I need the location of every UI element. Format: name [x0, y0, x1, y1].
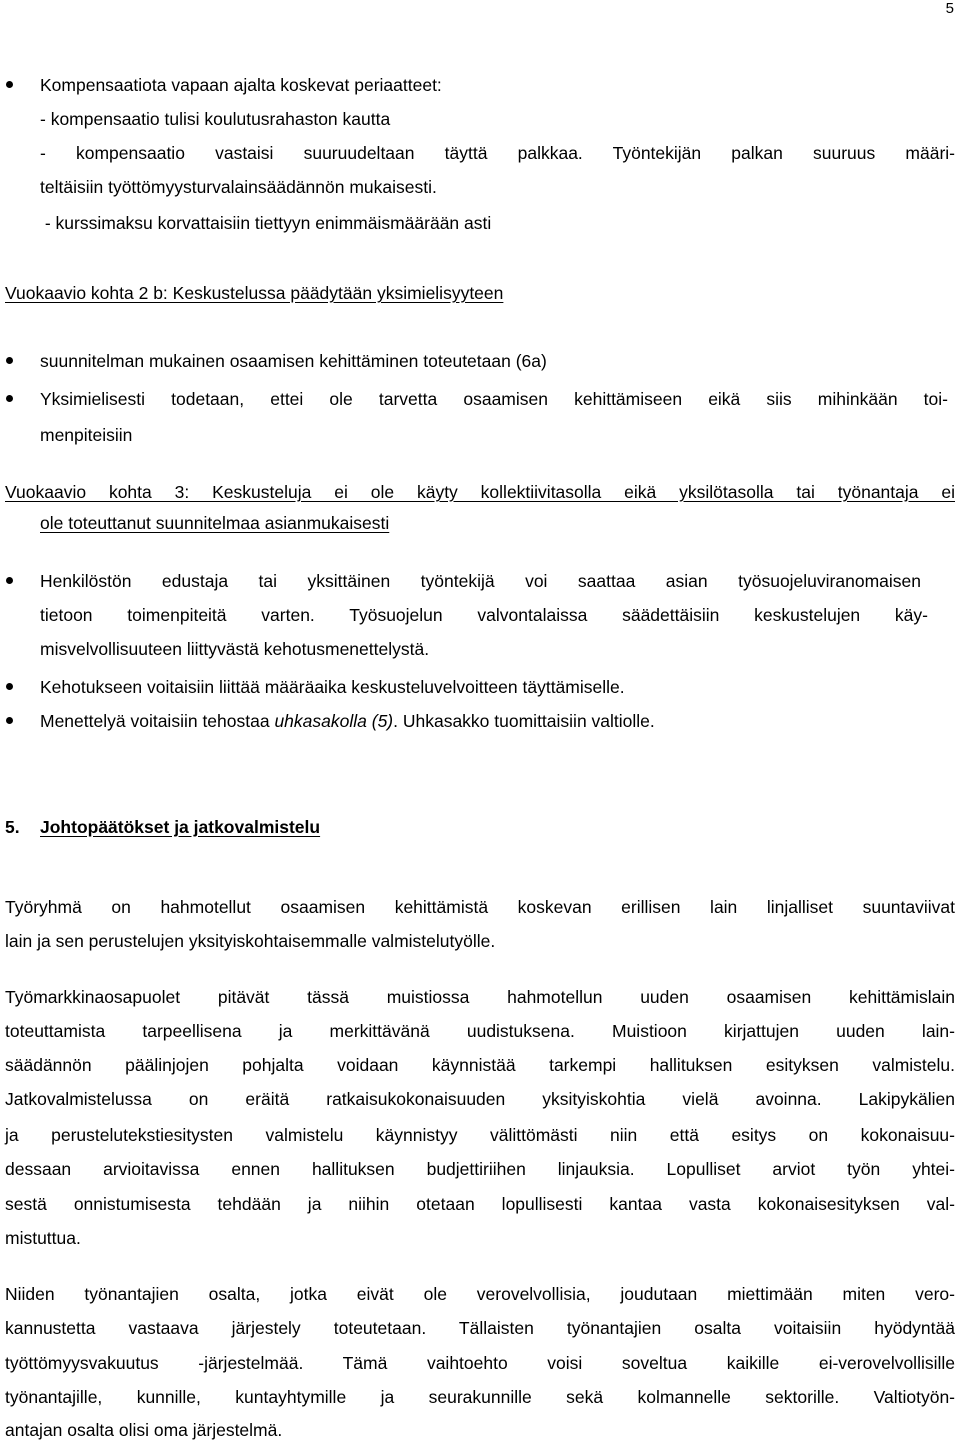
text-run: . Uhkasakko tuomittaisiin valtiolle. [393, 711, 655, 731]
bullet-dot [6, 81, 13, 88]
para-line: lain ja sen perustelujen yksityiskohtaisemmalle valmistelutyölle. [5, 931, 496, 951]
page-number: 5 [945, 0, 954, 17]
para-line: kannustetta vastaava järjestely toteutetaan. Tällaisten työnantajien osalta voitaisiin hyödyntää [5, 1318, 955, 1338]
list-item: suunnitelman mukainen osaamisen kehittäminen toteutetaan (6a) [40, 351, 547, 371]
list-item-cont: tietoon toimenpiteitä varten. Työsuojelun valvontalaissa säädettäisiin keskustelujen käy- [40, 605, 928, 625]
text-line: - kompensaatio tulisi koulutusrahaston kautta [40, 109, 391, 129]
list-item: Kehotukseen voitaisiin liittää määräaika keskusteluvelvoitteen täyttämiselle. [40, 677, 625, 697]
para-line: ja perustelutekstiesitysten valmistelu käynnistyy välittömästi niin että esitys on kokonaisuu- [5, 1125, 955, 1145]
para-line: Työmarkkinaosapuolet pitävät tässä muistiossa hahmotellun uuden osaamisen kehittämislain [5, 987, 955, 1007]
text-line: - kompensaatio vastaisi suuruudeltaan täyttä palkkaa. Työntekijän palkan suuruus määri- [40, 143, 955, 163]
para-line: dessaan arvioitavissa ennen hallituksen budjettiriihen linjauksia. Lopulliset arviot työn yhtei- [5, 1159, 955, 1179]
section-heading: Vuokaavio kohta 2 b: Keskustelussa päädytään yksimielisyyteen [5, 283, 504, 303]
para-line: työttömyysvakuutus -järjestelmää. Tämä vaihtoehto voisi soveltua kaikille ei-verovelvollisille [5, 1353, 955, 1373]
italic-term: uhkasakolla (5) [274, 711, 394, 731]
text-line: teltäisiin työttömyysturvalainsäädännön mukaisesti. [40, 177, 437, 197]
list-item-cont: misvelvollisuuteen liittyvästä kehotusmenettelystä. [40, 639, 430, 659]
para-line: antajan osalta olisi oma järjestelmä. [5, 1420, 283, 1440]
bullet-dot [6, 683, 13, 690]
list-item [40, 704, 655, 738]
para-line: sestä onnistumisesta tehdään ja niihin otetaan lopullisesti kantaa vasta kokonaisesityksen val- [5, 1194, 955, 1214]
bullet-dot [6, 717, 13, 724]
bullet-dot [6, 395, 13, 402]
bullet-dot [6, 357, 13, 364]
para-line: Niiden työnantajien osalta, jotka eivät ole verovelvollisia, joudutaan miettimään miten vero- [5, 1284, 955, 1304]
list-item: Yksimielisesti todetaan, ettei ole tarvetta osaamisen kehittämiseen eikä siis mihinkään toi- [40, 389, 948, 409]
list-item-cont: menpiteisiin [40, 425, 133, 445]
para-line: Työryhmä on hahmotellut osaamisen kehittämistä koskevan erillisen lain linjalliset suuntaviivat [5, 897, 955, 917]
text-run: Menettelyä voitaisiin tehostaa [40, 711, 275, 731]
text-line: Kompensaatiota vapaan ajalta koskevat periaatteet: [40, 75, 442, 95]
para-line: Jatkovalmistelussa on eräitä ratkaisukokonaisuuden yksityiskohtia vielä avoinna. Lakipykälien [5, 1089, 955, 1109]
para-line: mistuttua. [5, 1228, 81, 1248]
para-line: toteuttamista tarpeellisena ja merkittävänä uudistuksena. Muistioon kirjattujen uuden lain- [5, 1021, 955, 1041]
chapter-number: 5. [5, 817, 20, 837]
list-item: Henkilöstön edustaja tai yksittäinen työntekijä voi saattaa asian työsuojeluviranomaisen [40, 571, 921, 591]
section-heading: Vuokaavio kohta 3: Keskusteluja ei ole käyty kollektiivitasolla eikä yksilötasolla tai työnantaja ei [5, 482, 955, 502]
section-heading-cont: ole toteuttanut suunnitelmaa asianmukaisesti [40, 513, 390, 533]
text-line: - kurssimaksu korvattaisiin tiettyyn enimmäismäärään asti [40, 213, 492, 233]
chapter-title: Johtopäätökset ja jatkovalmistelu [40, 817, 321, 837]
para-line: työnantajille, kunnille, kuntayhtymille ja seurakunnille sekä kolmannelle sektorille. Valtiotyön- [5, 1387, 955, 1407]
bullet-dot [6, 577, 13, 584]
para-line: säädännön päälinjojen pohjalta voidaan käynnistää tarkempi hallituksen esityksen valmistelu. [5, 1055, 955, 1075]
